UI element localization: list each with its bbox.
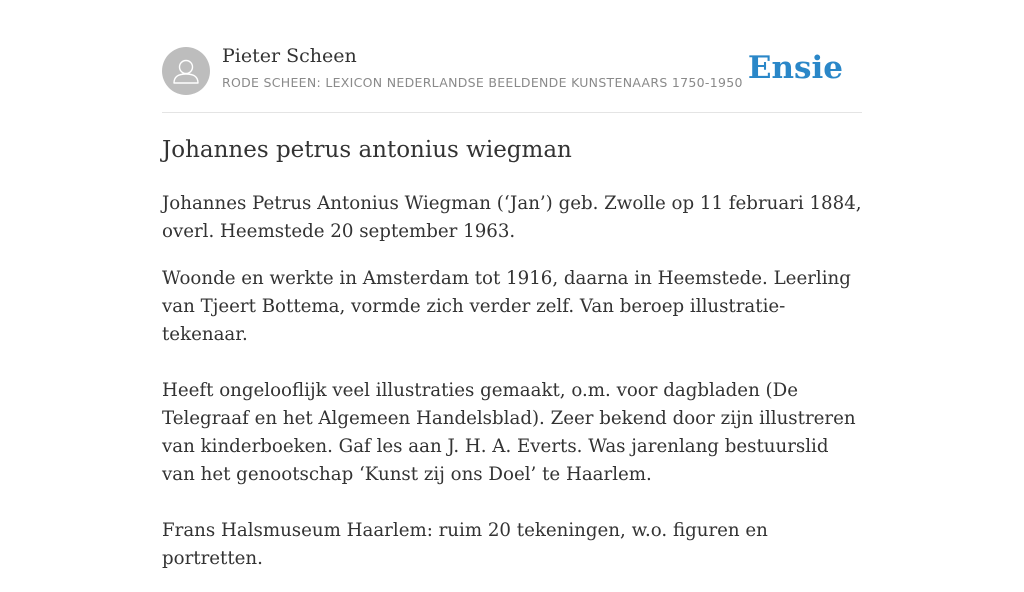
author-header [162, 0, 862, 113]
paragraph-illustrations: Heeft ongelooflijk veel illustraties gemaakt, o.m. voor dagbladen (De Telegraaf en het Algemeen Handelsblad). Zeer bekend door zijn illustreren van kinderboeken. Gaf les aan J. H. A. Everts. Was jarenlang bestuurslid van het genootschap ‘Kunst zij ons Doel’ te Haarlem. [162, 380, 856, 485]
page-container [162, 0, 862, 569]
brand-logo[interactable]: Ensie [747, 50, 843, 86]
source-title[interactable]: RODE SCHEEN: LEXICON NEDERLANDSE BEELDENDE KUNSTENAARS 1750-1950 [222, 75, 743, 90]
article-body [162, 190, 862, 592]
article-title: Johannes petrus antonius wiegman [162, 137, 572, 163]
paragraph-birth: Johannes Petrus Antonius Wiegman (‘Jan’) geb. Zwolle op 11 februari 1884, overl. Heemstede 20 september 1963. [162, 193, 862, 242]
paragraph-career: Woonde en werkte in Amsterdam tot 1916, daarna in Heemstede. Leerling van Tjeert Bottema, vormde zich verder zelf. Van beroep illustratie-tekenaar. [162, 268, 851, 345]
avatar[interactable] [162, 47, 210, 95]
author-name[interactable]: Pieter Scheen [222, 45, 357, 67]
user-icon [162, 47, 210, 95]
paragraph-museum: Frans Halsmuseum Haarlem: ruim 20 tekeningen, w.o. figuren en portretten. [162, 520, 768, 569]
